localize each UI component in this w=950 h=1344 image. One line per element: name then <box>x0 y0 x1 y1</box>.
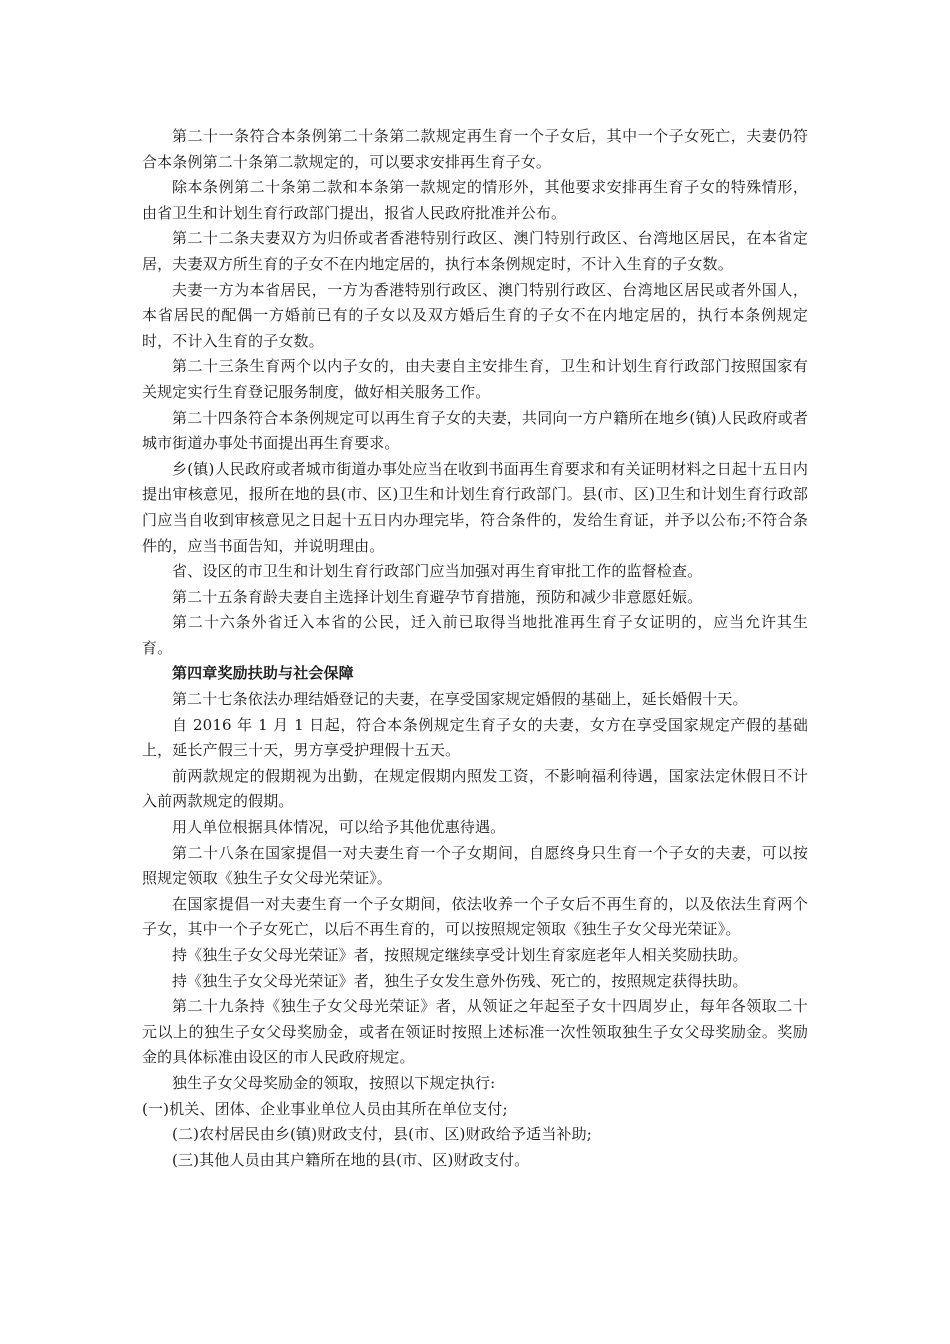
paragraph: 夫妻一方为本省居民，一方为香港特别行政区、澳门特别行政区、台湾地区居民或者外国人，本省居民的配偶一方婚前已有的子女以及双方婚后生育的子女不在内地定居的，执行本条例规定时，不计入生育的子女数。 <box>142 280 808 350</box>
paragraph: 第二十二条夫妻双方为归侨或者香港特别行政区、澳门特别行政区、台湾地区居民，在本省定居，夫妻双方所生育的子女不在内地定居的，执行本条例规定时，不计入生育的子女数。 <box>142 229 808 273</box>
paragraph: 持《独生子女父母光荣证》者，独生子女发生意外伤残、死亡的，按照规定获得扶助。 <box>172 971 748 990</box>
paragraph: 除本条例第二十条第二款和本条第一款规定的情形外，其他要求安排再生育子女的特殊情形，由省卫生和计划生育行政部门提出，报省人民政府批准并公布。 <box>142 178 808 222</box>
paragraph: 在国家提倡一对夫妻生育一个子女期间，依法收养一个子女后不再生育的，以及依法生育两个子女，其中一个子女死亡，以后不再生育的，可以按照规定领取《独生子女父母光荣证》。 <box>142 894 808 939</box>
paragraph: 第二十五条育龄夫妻自主选择计划生育避孕节育措施，预防和减少非意愿妊娠。 <box>172 587 703 606</box>
paragraph: 第二十一条符合本条例第二十条第二款规定再生育一个子女后，其中一个子女死亡，夫妻仍符合本条例第二十条第二款规定的，可以要求安排再生育子女。 <box>142 127 808 171</box>
paragraph: 第二十九条持《独生子女父母光荣证》者，从领证之年起至子女十四周岁止，每年各领取二十元以上的独生子女父母奖励金，或者在领证时按照上述标准一次性领取独生子女父母奖励金。奖励金的具体标准由设区的市人民政府规定。 <box>142 997 808 1067</box>
document-page <box>142 124 808 1173</box>
paragraph: 自 2016 年 1 月 1 日起，符合本条例规定生育子女的夫妻，女方在享受国家规定产假的基础上，延长产假三十天，男方享受护理假十五天。 <box>142 715 808 760</box>
paragraph: 独生子女父母奖励金的领取，按照以下规定执行: <box>172 1073 496 1092</box>
chapter-heading: 第四章奖励扶助与社会保障 <box>172 664 354 683</box>
paragraph: 第二十三条生育两个以内子女的，由夫妻自主安排生育，卫生和计划生育行政部门按照国家有关规定实行生育登记服务制度，做好相关服务工作。 <box>142 357 808 401</box>
paragraph: 第二十八条在国家提倡一对夫妻生育一个子女期间，自愿终身只生育一个子女的夫妻，可以按照规定领取《独生子女父母光荣证》。 <box>142 843 808 888</box>
paragraph: 第二十七条依法办理结婚登记的夫妻，在享受国家规定婚假的基础上，延长婚假十天。 <box>172 690 748 709</box>
list-item: (一)机关、团体、企业事业单位人员由其所在单位支付; <box>142 1099 508 1118</box>
paragraph: 持《独生子女父母光荣证》者，按照规定继续享受计划生育家庭老年人相关奖励扶助。 <box>172 946 748 964</box>
paragraph: 第二十四条符合本条例规定可以再生育子女的夫妻，共同向一方户籍所在地乡(镇)人民政府或者城市街道办事处书面提出再生育要求。 <box>142 408 808 453</box>
paragraph: 省、设区的市卫生和计划生育行政部门应当加强对再生育审批工作的监督检查。 <box>172 562 703 581</box>
list-item: (三)其他人员由其户籍所在地的县(市、区)财政支付。 <box>172 1150 530 1169</box>
list-item: (二)农村居民由乡(镇)财政支付，县(市、区)财政给予适当补助; <box>172 1125 592 1144</box>
paragraph: 乡(镇)人民政府或者城市街道办事处应当在收到书面再生育要求和有关证明材料之日起十五日内提出审核意见，报所在地的县(市、区)卫生和计划生育行政部门。县(市、区)卫生和计划生育行政部门应当自收到审核意见之日起十五日内办理完毕，符合条件的，发给生育证，并予以公布;不符合条件的，应当书面告知，并说明理由。 <box>142 459 808 555</box>
paragraph: 第二十六条外省迁入本省的公民，迁入前已取得当地批准再生育子女证明的，应当允许其生育。 <box>142 613 808 657</box>
paragraph: 前两款规定的假期视为出勤，在规定假期内照发工资，不影响福利待遇，国家法定休假日不计入前两款规定的假期。 <box>142 766 808 811</box>
paragraph: 用人单位根据具体情况，可以给予其他优惠待遇。 <box>172 818 506 837</box>
